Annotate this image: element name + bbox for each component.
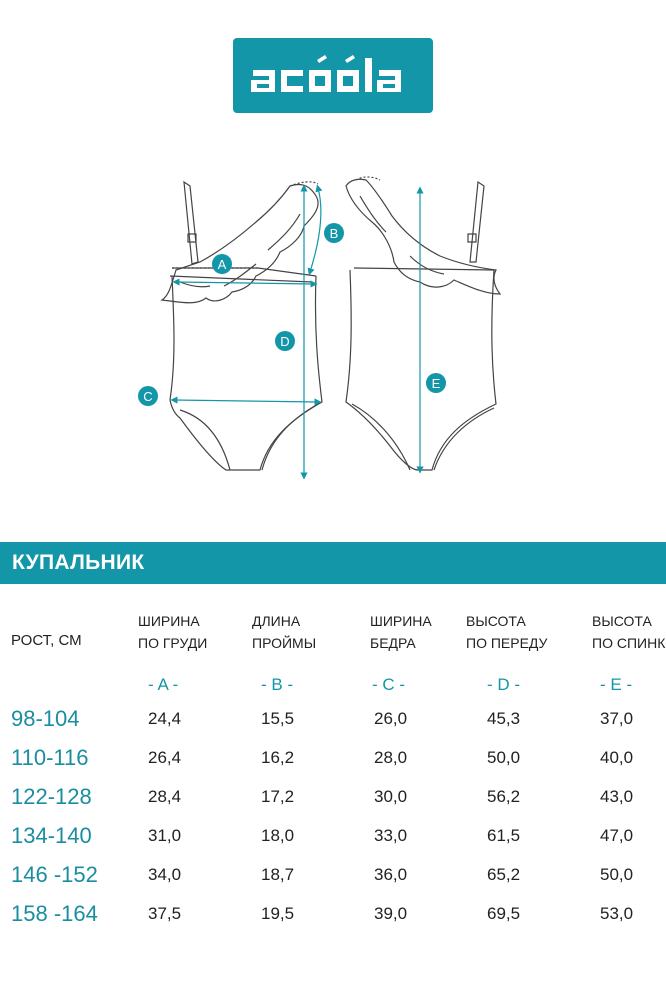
table-cell: 26,4 bbox=[148, 748, 182, 767]
table-cell: 50,0 bbox=[487, 748, 521, 767]
column-header-a-line1: ШИРИНА bbox=[138, 613, 200, 629]
table-cell: 37,5 bbox=[148, 904, 182, 923]
column-header-d bbox=[466, 610, 547, 654]
table-cell: 18,7 bbox=[261, 865, 295, 884]
table-cell: 45,3 bbox=[487, 709, 521, 728]
column-letter-b: - B - bbox=[261, 675, 294, 694]
table-cell: 50,0 bbox=[600, 865, 634, 884]
marker-e bbox=[426, 373, 446, 393]
marker-b bbox=[324, 223, 344, 243]
table-cell: 17,2 bbox=[261, 787, 295, 806]
size-label: 110-116 bbox=[11, 745, 89, 770]
size-label: 158 -164 bbox=[11, 901, 98, 926]
column-header-e-line1: ВЫСОТА bbox=[592, 613, 652, 629]
section-title: КУПАЛЬНИК bbox=[12, 551, 145, 574]
section-title-bar bbox=[0, 542, 666, 584]
table-row bbox=[0, 706, 666, 744]
table-cell: 31,0 bbox=[148, 826, 182, 845]
marker-a bbox=[212, 254, 232, 274]
table-cell: 39,0 bbox=[374, 904, 408, 923]
table-cell: 34,0 bbox=[148, 865, 182, 884]
column-header-d-line2: ПО ПЕРЕДУ bbox=[466, 635, 548, 651]
size-label: 122-128 bbox=[11, 784, 92, 809]
swimsuit-drawing bbox=[0, 160, 666, 500]
column-header-b-line2: ПРОЙМЫ bbox=[252, 635, 317, 651]
column-header-d-line1: ВЫСОТА bbox=[466, 613, 526, 629]
column-header-c-line1: ШИРИНА bbox=[370, 613, 432, 629]
column-letter-d: - D - bbox=[487, 675, 521, 694]
table-row bbox=[0, 862, 666, 900]
table-cell: 30,0 bbox=[374, 787, 408, 806]
table-cell: 36,0 bbox=[374, 865, 408, 884]
table-cell: 15,5 bbox=[261, 709, 295, 728]
table-cell: 43,0 bbox=[600, 787, 634, 806]
marker-b-label: B bbox=[329, 226, 339, 241]
table-row bbox=[0, 901, 666, 939]
marker-a-label: A bbox=[217, 257, 227, 272]
row-header: РОСТ, СМ bbox=[11, 632, 82, 649]
marker-c-label: C bbox=[143, 389, 153, 404]
marker-c bbox=[138, 386, 158, 406]
table-cell: 47,0 bbox=[600, 826, 634, 845]
column-letter-c: - C - bbox=[372, 675, 406, 694]
table-row bbox=[0, 823, 666, 861]
swimsuit-diagram bbox=[0, 160, 666, 500]
column-letter-e: - E - bbox=[600, 675, 633, 694]
table-cell: 69,5 bbox=[487, 904, 521, 923]
marker-d bbox=[275, 331, 295, 351]
column-header-e-line2: ПО СПИНК bbox=[592, 635, 666, 651]
size-label: 146 -152 bbox=[11, 862, 98, 887]
table-cell: 65,2 bbox=[487, 865, 521, 884]
table-cell: 26,0 bbox=[374, 709, 408, 728]
table-cell: 28,4 bbox=[148, 787, 182, 806]
column-header-b bbox=[252, 610, 316, 654]
table-row bbox=[0, 784, 666, 822]
brand-logo bbox=[233, 38, 433, 113]
table-cell: 56,2 bbox=[487, 787, 521, 806]
table-cell: 40,0 bbox=[600, 748, 634, 767]
brand-logo-mark bbox=[233, 38, 433, 113]
marker-d-label: D bbox=[280, 334, 290, 349]
column-header-c bbox=[370, 610, 432, 654]
marker-e-label: E bbox=[431, 376, 441, 391]
table-cell: 18,0 bbox=[261, 826, 295, 845]
table-cell: 53,0 bbox=[600, 904, 634, 923]
size-label: 134-140 bbox=[11, 823, 92, 848]
column-header-e bbox=[592, 610, 665, 654]
table-cell: 28,0 bbox=[374, 748, 408, 767]
column-letter-a: - A - bbox=[148, 675, 179, 694]
table-row bbox=[0, 745, 666, 783]
column-header-a bbox=[138, 610, 207, 654]
table-cell: 19,5 bbox=[261, 904, 295, 923]
column-header-c-line2: БЕДРА bbox=[370, 635, 416, 651]
table-cell: 16,2 bbox=[261, 748, 295, 767]
table-cell: 37,0 bbox=[600, 709, 634, 728]
size-label: 98-104 bbox=[11, 706, 80, 731]
column-header-b-line1: ДЛИНА bbox=[252, 613, 301, 629]
table-cell: 33,0 bbox=[374, 826, 408, 845]
column-header-a-line2: ПО ГРУДИ bbox=[138, 635, 208, 651]
table-cell: 61,5 bbox=[487, 826, 521, 845]
table-cell: 24,4 bbox=[148, 709, 182, 728]
